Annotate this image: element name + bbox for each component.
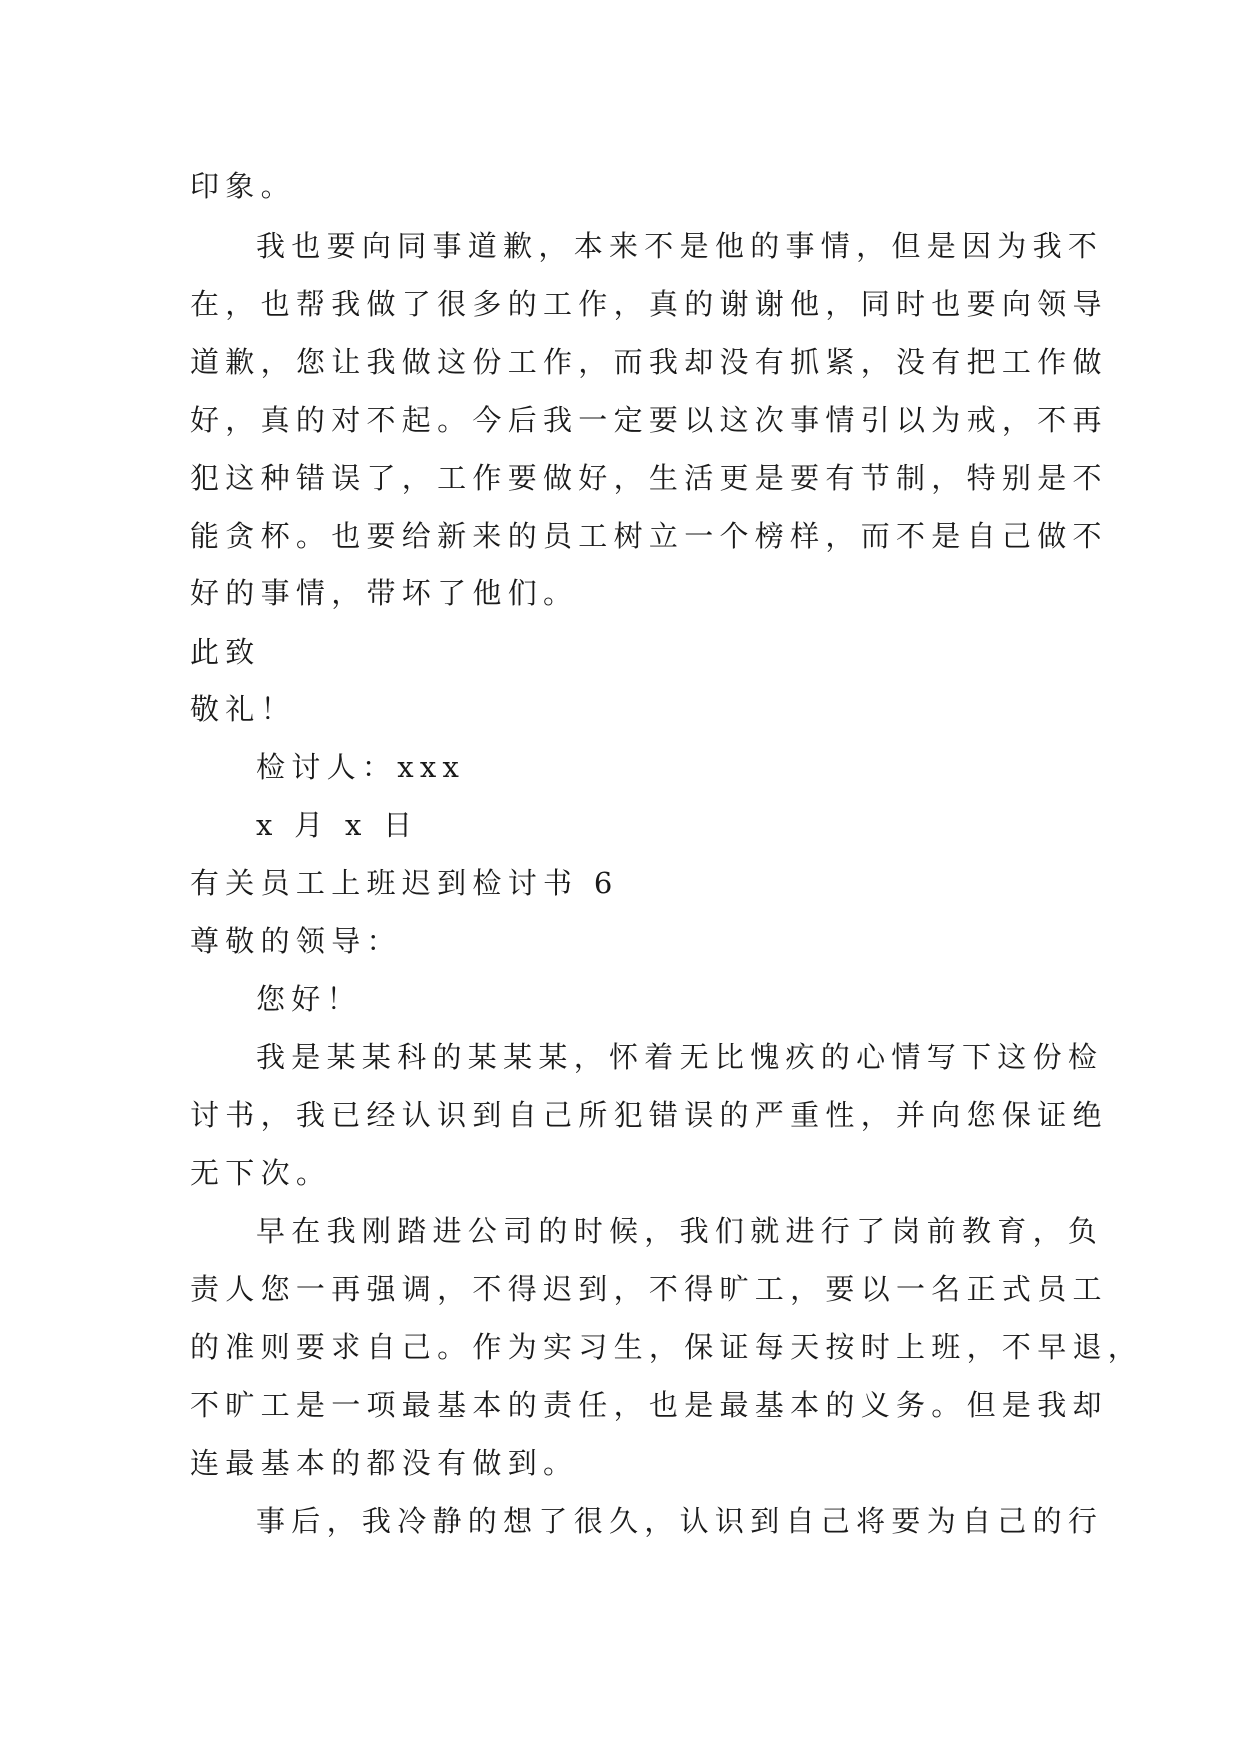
text-line: 不旷工是一项最基本的责任，也是最基本的义务。但是我却 [190, 1388, 1108, 1422]
text-line: 道歉，您让我做这份工作，而我却没有抓紧，没有把工作做 [190, 345, 1108, 379]
salutation-closing: 此致 [190, 635, 261, 669]
text-line: 的准则要求自己。作为实习生，保证每天按时上班，不早退， [190, 1330, 1144, 1364]
section-title: 有关员工上班迟到检讨书 6 [190, 866, 619, 900]
signature-line: 检讨人：xxx [256, 750, 466, 784]
greeting-line: 尊敬的领导： [190, 924, 402, 958]
paragraph-line: 早在我刚踏进公司的时候，我们就进行了岗前教育，负 [256, 1214, 1104, 1248]
date-line: x 月 x 日 [256, 808, 419, 842]
text-line: 讨书，我已经认识到自己所犯错误的严重性，并向您保证绝 [190, 1098, 1108, 1132]
text-line: 责人您一再强调，不得迟到，不得旷工，要以一名正式员工 [190, 1272, 1108, 1306]
greeting-hello: 您好！ [256, 982, 362, 1016]
text-line: 在，也帮我做了很多的工作，真的谢谢他，同时也要向领导 [190, 287, 1108, 321]
text-line: 能贪杯。也要给新来的员工树立一个榜样，而不是自己做不 [190, 519, 1108, 553]
text-line: 印象。 [190, 169, 296, 203]
salutation-regards: 敬礼！ [190, 692, 296, 726]
paragraph-line: 事后，我冷静的想了很久，认识到自己将要为自己的行 [256, 1504, 1104, 1538]
text-line: 犯这种错误了，工作要做好，生活更是要有节制，特别是不 [190, 461, 1108, 495]
text-line: 连最基本的都没有做到。 [190, 1446, 579, 1480]
text-line: 好的事情，带坏了他们。 [190, 576, 579, 610]
paragraph-line: 我也要向同事道歉，本来不是他的事情，但是因为我不 [256, 229, 1104, 263]
paragraph-line: 我是某某科的某某某，怀着无比愧疚的心情写下这份检 [256, 1040, 1104, 1074]
text-line: 好，真的对不起。今后我一定要以这次事情引以为戒，不再 [190, 403, 1108, 437]
text-line: 无下次。 [190, 1156, 332, 1190]
